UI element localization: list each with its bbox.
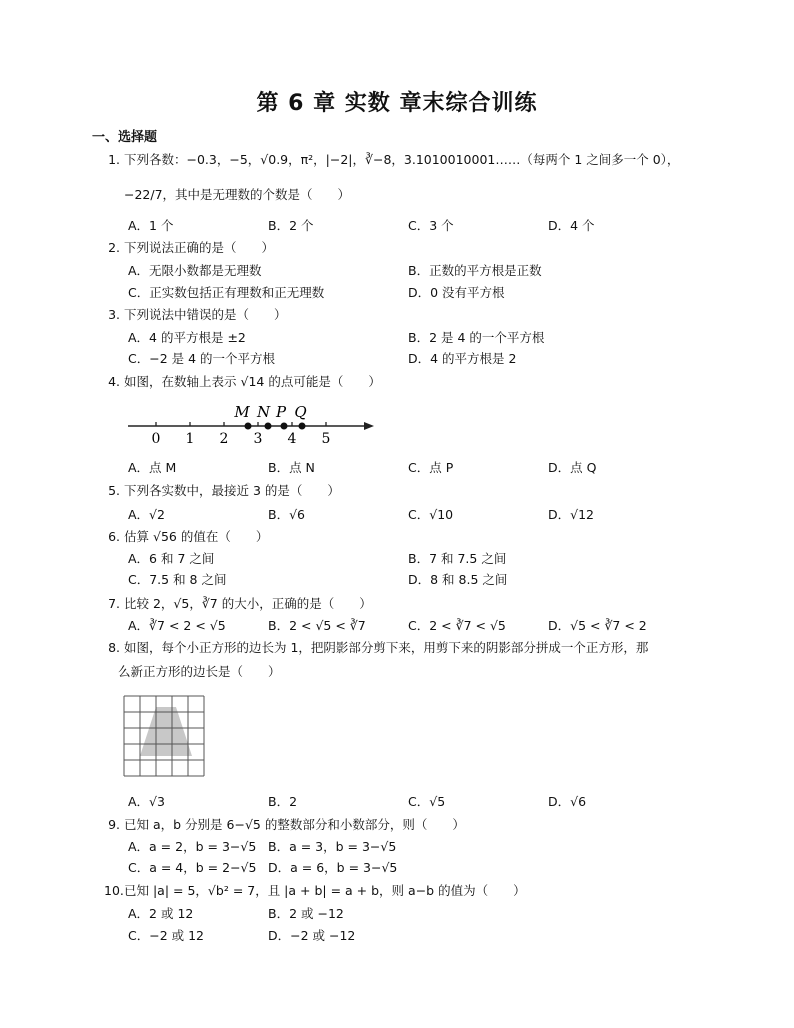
option-a: A．点 M — [128, 460, 177, 475]
question-text: 如图，每个小正方形的边长为 1，把阴影部分剪下来，用剪下来的阴影部分拼成一个正方形，那 — [124, 640, 649, 655]
option-a: A．6 和 7 之间 — [128, 551, 215, 566]
question-8-line2: 么新正方形的边长是（ ） — [118, 664, 281, 679]
question-number: 3. — [108, 307, 120, 322]
question-number: 7. — [108, 596, 120, 611]
tick-label: 2 — [219, 431, 229, 447]
option-a: A．1 个 — [128, 218, 174, 233]
question-9 — [104, 817, 465, 833]
option-c: C．正实数包括正有理数和正无理数 — [128, 285, 325, 300]
option-d: D．0 没有平方根 — [408, 285, 505, 300]
point-p — [281, 423, 288, 430]
option-a: A．4 的平方根是 ±2 — [128, 330, 246, 345]
question-5 — [104, 483, 340, 499]
tick-label: 5 — [321, 431, 331, 447]
point-q — [299, 423, 306, 430]
grid-figure — [122, 694, 206, 778]
option-d: D．√6 — [548, 794, 587, 809]
point-label-n: N — [256, 403, 271, 421]
option-d: D．√12 — [548, 507, 594, 522]
question-text: 如图，在数轴上表示 √14 的点可能是（ ） — [124, 374, 381, 389]
question-8 — [104, 640, 648, 656]
option-a: A．√3 — [128, 794, 165, 809]
option-d: D．a = 6，b = 3−√5 — [268, 860, 398, 875]
option-c: C．−2 是 4 的一个平方根 — [128, 351, 276, 366]
option-b: B．2 < √5 < ∛7 — [268, 618, 366, 633]
question-6 — [104, 529, 268, 545]
option-a: A．2 或 12 — [128, 906, 194, 921]
option-d: D．√5 < ∛7 < 2 — [548, 618, 647, 633]
shaded-trapezoid — [140, 707, 192, 756]
option-b: B．2 或 −12 — [268, 906, 344, 921]
question-text: 下列说法中错误的是（ ） — [124, 307, 287, 322]
option-c: C．−2 或 12 — [128, 928, 205, 943]
option-a: A．无限小数都是无理数 — [128, 263, 262, 278]
section-heading: 一、选择题 — [92, 130, 158, 145]
page-title: 第 6 章 实数 章末综合训练 — [256, 91, 538, 116]
question-1-line2: −22/7，其中是无理数的个数是（ ） — [124, 187, 351, 202]
option-d: D．−2 或 −12 — [268, 928, 356, 943]
option-c: C．3 个 — [408, 218, 454, 233]
option-b: B．点 N — [268, 460, 315, 475]
question-number: 2. — [108, 240, 120, 255]
question-3 — [104, 307, 287, 323]
tick-label: 1 — [185, 431, 195, 447]
option-a: A．√2 — [128, 507, 165, 522]
option-d: D．4 的平方根是 2 — [408, 351, 517, 366]
option-b: B．√6 — [268, 507, 305, 522]
option-d: D．4 个 — [548, 218, 595, 233]
option-a: A．a = 2，b = 3−√5 — [128, 839, 257, 854]
option-b: B．2 个 — [268, 218, 314, 233]
option-d: D．点 Q — [548, 460, 597, 475]
question-number: 10. — [104, 883, 124, 898]
point-label-q: Q — [294, 403, 307, 421]
question-1 — [104, 152, 679, 168]
tick-label: 4 — [287, 431, 297, 447]
question-number: 4. — [108, 374, 120, 389]
point-n — [265, 423, 272, 430]
question-text: 下列各实数中，最接近 3 的是（ ） — [124, 483, 340, 498]
question-text: 下列各数：−0.3，−5，√0.9，π²，|−2|，∛−8，3.1010010001……（每两个 1 之间多一个 0）， — [124, 152, 680, 167]
option-c: C．√5 — [408, 794, 446, 809]
question-4 — [104, 374, 381, 390]
option-b: B．2 是 4 的一个平方根 — [408, 330, 545, 345]
option-c: C．7.5 和 8 之间 — [128, 572, 227, 587]
option-c: C．a = 4，b = 2−√5 — [128, 860, 257, 875]
question-text: 已知 a，b 分别是 6−√5 的整数部分和小数部分，则（ ） — [124, 817, 465, 832]
option-b: B．正数的平方根是正数 — [408, 263, 542, 278]
option-c: C．√10 — [408, 507, 454, 522]
number-line-figure — [120, 398, 384, 452]
option-a: A．∛7 < 2 < √5 — [128, 618, 226, 633]
question-number: 9. — [108, 817, 120, 832]
option-b: B．2 — [268, 794, 298, 809]
option-b: B．a = 3，b = 3−√5 — [268, 839, 397, 854]
point-m — [245, 423, 252, 430]
question-2 — [104, 240, 274, 256]
point-label-m: M — [234, 403, 250, 421]
question-number: 5. — [108, 483, 120, 498]
point-label-p: P — [275, 403, 287, 421]
option-b: B．7 和 7.5 之间 — [408, 551, 507, 566]
option-d: D．8 和 8.5 之间 — [408, 572, 508, 587]
option-c: C．点 P — [408, 460, 454, 475]
question-text: 已知 |a| = 5，√b² = 7，且 |a + b| = a + b，则 a−b 的值为（ ） — [124, 883, 526, 898]
question-number: 6. — [108, 529, 120, 544]
question-10 — [104, 883, 526, 899]
question-text: 估算 √56 的值在（ ） — [124, 529, 269, 544]
option-c: C．2 < ∛7 < √5 — [408, 618, 506, 633]
tick-label: 3 — [253, 431, 263, 447]
axis-arrow — [364, 422, 374, 430]
question-text: 比较 2，√5，∛7 的大小，正确的是（ ） — [124, 596, 372, 611]
question-7 — [104, 596, 372, 612]
question-number: 8. — [108, 640, 120, 655]
question-text: 下列说法正确的是（ ） — [124, 240, 275, 255]
tick-label: 0 — [151, 431, 161, 447]
question-number: 1. — [108, 152, 120, 167]
